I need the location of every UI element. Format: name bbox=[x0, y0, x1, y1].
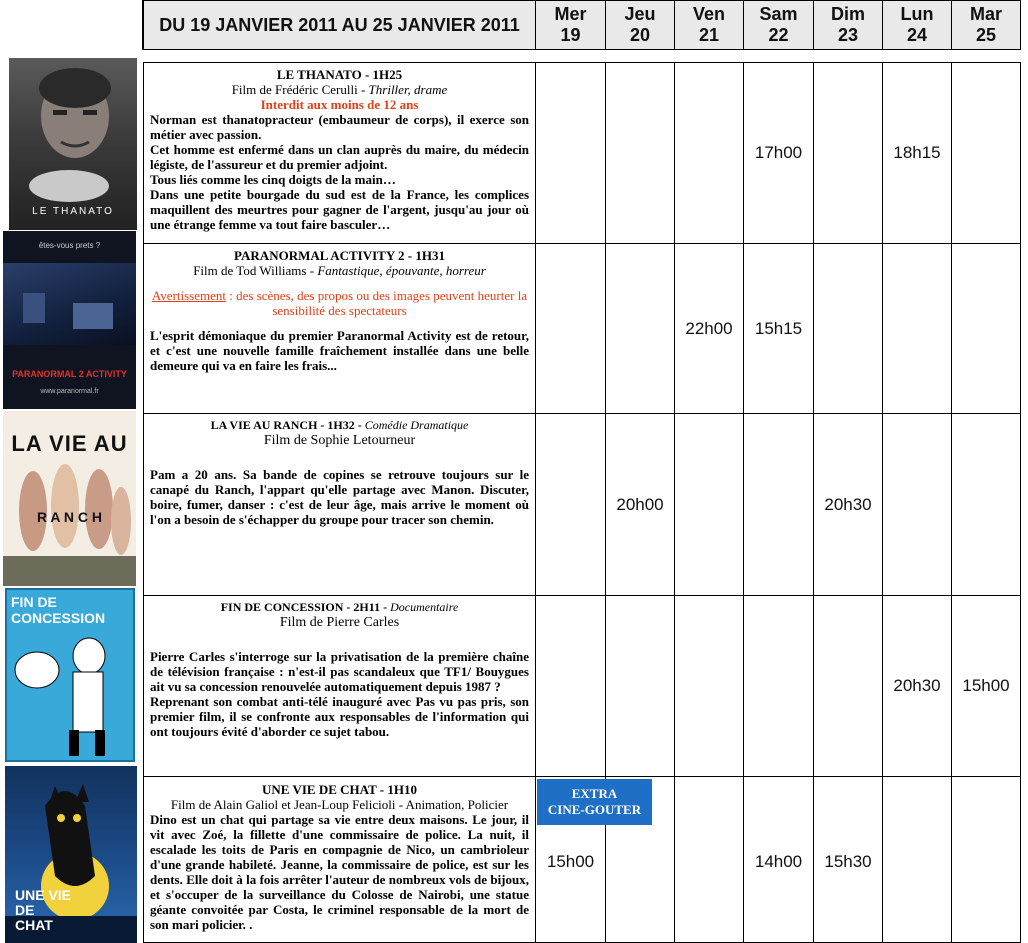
showtime-ranch-sun: 20h30 bbox=[824, 494, 872, 514]
film-title: PARANORMAL ACTIVITY 2 - 1H31 bbox=[234, 248, 445, 263]
film-warning: Interdit aux moins de 12 ans bbox=[260, 97, 419, 112]
film-description-le-thanato bbox=[144, 65, 535, 242]
showtime-thanato-sat: 17h00 bbox=[754, 143, 803, 162]
showtime-chat-wed: 15h00 bbox=[546, 852, 595, 871]
film-director: Film de Sophie Letourneur bbox=[263, 433, 416, 448]
day-header-thu bbox=[605, 0, 675, 50]
synopsis-paragraph: Dans une petite bourgade du sud est de la France, les complices maquillent des meurtres pour gagner de l'argent, jusqu'au jour où une étrange femme va tout faire basculer… bbox=[150, 187, 529, 232]
day-number: 20 bbox=[629, 25, 651, 45]
poster-fin-de-concession bbox=[5, 588, 135, 762]
film-title: LE THANATO - 1H25 bbox=[276, 67, 403, 82]
film-director: Film de Pierre Carles bbox=[279, 615, 400, 630]
day-name: Ven bbox=[692, 4, 726, 24]
warning-label: Avertissement bbox=[151, 288, 227, 303]
grid-line bbox=[143, 413, 1021, 414]
day-number: 24 bbox=[906, 25, 928, 45]
film-title-text: FIN DE CONCESSION - 2H11 - bbox=[220, 600, 391, 614]
day-number: 25 bbox=[975, 25, 997, 45]
day-number: 21 bbox=[698, 25, 720, 45]
badge-line: EXTRA bbox=[571, 786, 618, 801]
grid-line bbox=[535, 62, 536, 943]
film-credits bbox=[150, 263, 529, 278]
showtime-thanato-mon: 18h15 bbox=[893, 143, 941, 162]
poster-title: LA VIE AU bbox=[11, 431, 128, 456]
synopsis-paragraph: Tous liés comme les cinq doigts de la main… bbox=[150, 172, 396, 187]
badge-line: CINE-GOUTER bbox=[547, 802, 642, 817]
day-number: 23 bbox=[837, 25, 859, 45]
grid-line bbox=[143, 776, 1021, 777]
face-illustration bbox=[9, 58, 137, 230]
synopsis-paragraph: Cet homme est enfermé dans un clan auprès du maire, du médecin légiste, de l'assureur et du premier adjoint. bbox=[150, 142, 529, 172]
film-genre: Documentaire bbox=[390, 600, 459, 614]
poster-url: www.paranormal.fr bbox=[40, 388, 99, 395]
day-name: Lun bbox=[900, 4, 934, 24]
showtime-chat-sun: 15h30 bbox=[824, 852, 872, 871]
film-description-la-vie-au-ranch bbox=[144, 416, 535, 594]
film-credits bbox=[150, 82, 529, 97]
film-director: Film de Tod Williams - bbox=[193, 263, 318, 278]
poster-la-vie-au-ranch bbox=[3, 411, 136, 586]
showtime-concession-tue: 15h00 bbox=[962, 676, 1010, 695]
film-genre: Comédie Dramatique bbox=[364, 418, 469, 432]
extra-cine-gouter-badge bbox=[537, 779, 652, 825]
showtime-paranormal-sat: 15h15 bbox=[754, 318, 803, 338]
poster-title: FIN DE CONCESSION bbox=[11, 594, 106, 626]
day-number: 19 bbox=[560, 25, 581, 45]
synopsis-paragraph: Norman est thanatopracteur (embaumeur de corps), il exerce son métier avec passion. bbox=[150, 112, 529, 142]
warning-text: : des scènes, des propos ou des images peuvent heurter la sensibilité des spectateurs bbox=[226, 288, 528, 318]
day-header-wed bbox=[535, 0, 606, 50]
film-description-paranormal-activity-2 bbox=[144, 246, 535, 413]
showtime-concession-mon: 20h30 bbox=[893, 676, 941, 695]
film-title: UNE VIE DE CHAT - 1H10 bbox=[262, 782, 417, 797]
showtime-paranormal-fri: 22h00 bbox=[685, 318, 733, 338]
bedroom-illustration bbox=[3, 263, 136, 345]
day-header-tue bbox=[951, 0, 1021, 50]
film-title bbox=[150, 600, 529, 615]
poster-title: LE THANATO bbox=[32, 206, 114, 217]
synopsis-paragraph: Dino est un chat qui partage sa vie entre deux maisons. Le jour, il vit avec Zoé, la fillette d'une commissaire de police. La nuit, il escalade les toits de Paris en compagnie de Nico, un cambrioleur d'une grande habileté. Jeanne, la commissaire de police, est sur les dents. Elle doit à la fois arrêter l'auteur de nombreux vols de bijoux, et s'occuper de la surveillance du Colosse de Nairobi, une statue géante convoitée par Costa, le criminel responsable de la mort de son mari policier. . bbox=[150, 812, 529, 932]
caricature-illustration bbox=[7, 630, 133, 760]
film-director: Film de Frédéric Cerulli - bbox=[231, 82, 369, 97]
poster-title: UNE VIE DE CHAT bbox=[15, 887, 72, 933]
film-description-fin-de-concession bbox=[144, 598, 535, 776]
poster-le-thanato bbox=[9, 58, 137, 230]
synopsis-paragraph: Reprenant son combat anti-télé inauguré avec Pas vu pas pris, son premier film, il se confronte aux responsables de l'information qui ont toujours évité d'aborder ce sujet tabou. bbox=[150, 694, 529, 739]
day-name: Jeu bbox=[624, 4, 656, 24]
schedule-title: DU 19 JANVIER 2011 AU 25 JANVIER 2011 bbox=[143, 0, 536, 50]
poster-title: PARANORMAL 2 ACTIVITY bbox=[12, 369, 127, 379]
day-name: Sam bbox=[759, 4, 798, 24]
day-number: 22 bbox=[768, 25, 789, 45]
poster-image bbox=[3, 263, 136, 345]
film-description-une-vie-de-chat bbox=[144, 780, 535, 942]
synopsis-paragraph: L'esprit démoniaque du premier Paranormal Activity est de retour, et c'est une nouvelle famille fraîchement installée dans une belle demeure qui va en faire les frais... bbox=[150, 328, 529, 373]
film-warning bbox=[150, 288, 529, 318]
day-name: Mar bbox=[969, 4, 1002, 24]
header-corner bbox=[0, 0, 143, 50]
grid-line bbox=[1020, 62, 1021, 943]
day-header-mon bbox=[882, 0, 952, 50]
day-header-sun bbox=[813, 0, 883, 50]
synopsis-paragraph: Pierre Carles s'interroge sur la privatisation de la première chaîne de télévision française : n'est-il pas scandaleux que TF1/ Bouygues ait vu sa concession renouvelée automatiquement depuis 1987 ? bbox=[150, 649, 529, 694]
poster-une-vie-de-chat bbox=[5, 766, 137, 943]
day-header-fri bbox=[674, 0, 744, 50]
day-name: Dim bbox=[830, 4, 865, 24]
grid-line bbox=[143, 243, 1021, 244]
poster-paranormal-activity-2 bbox=[3, 231, 136, 409]
synopsis-paragraph: Pam a 20 ans. Sa bande de copines se retrouve toujours sur le canapé du Ranch, l'appart qu'elle partage avec Manon. Discuter, boire, fumer, danser : c'est de leur âge, mais arrive le moment où l'on a besoin de s'échapper du groupe pour tracer son chemin. bbox=[150, 467, 529, 527]
day-name: Mer bbox=[554, 4, 587, 24]
film-genre: Thriller, drame bbox=[368, 82, 448, 97]
poster-tagline: êtes-vous prets ? bbox=[38, 241, 101, 250]
day-header-sat bbox=[743, 0, 814, 50]
film-title-text: LA VIE AU RANCH - 1H32 - bbox=[210, 418, 365, 432]
film-credits: Film de Alain Galiol et Jean-Loup Felicioli - Animation, Policier bbox=[170, 797, 509, 812]
film-genre: Fantastique, épouvante, horreur bbox=[317, 263, 486, 278]
film-title bbox=[150, 418, 529, 433]
showtime-ranch-thu: 20h00 bbox=[616, 494, 664, 514]
poster-title-line2: R A N C H bbox=[36, 509, 103, 525]
showtime-chat-sat: 14h00 bbox=[754, 852, 803, 871]
